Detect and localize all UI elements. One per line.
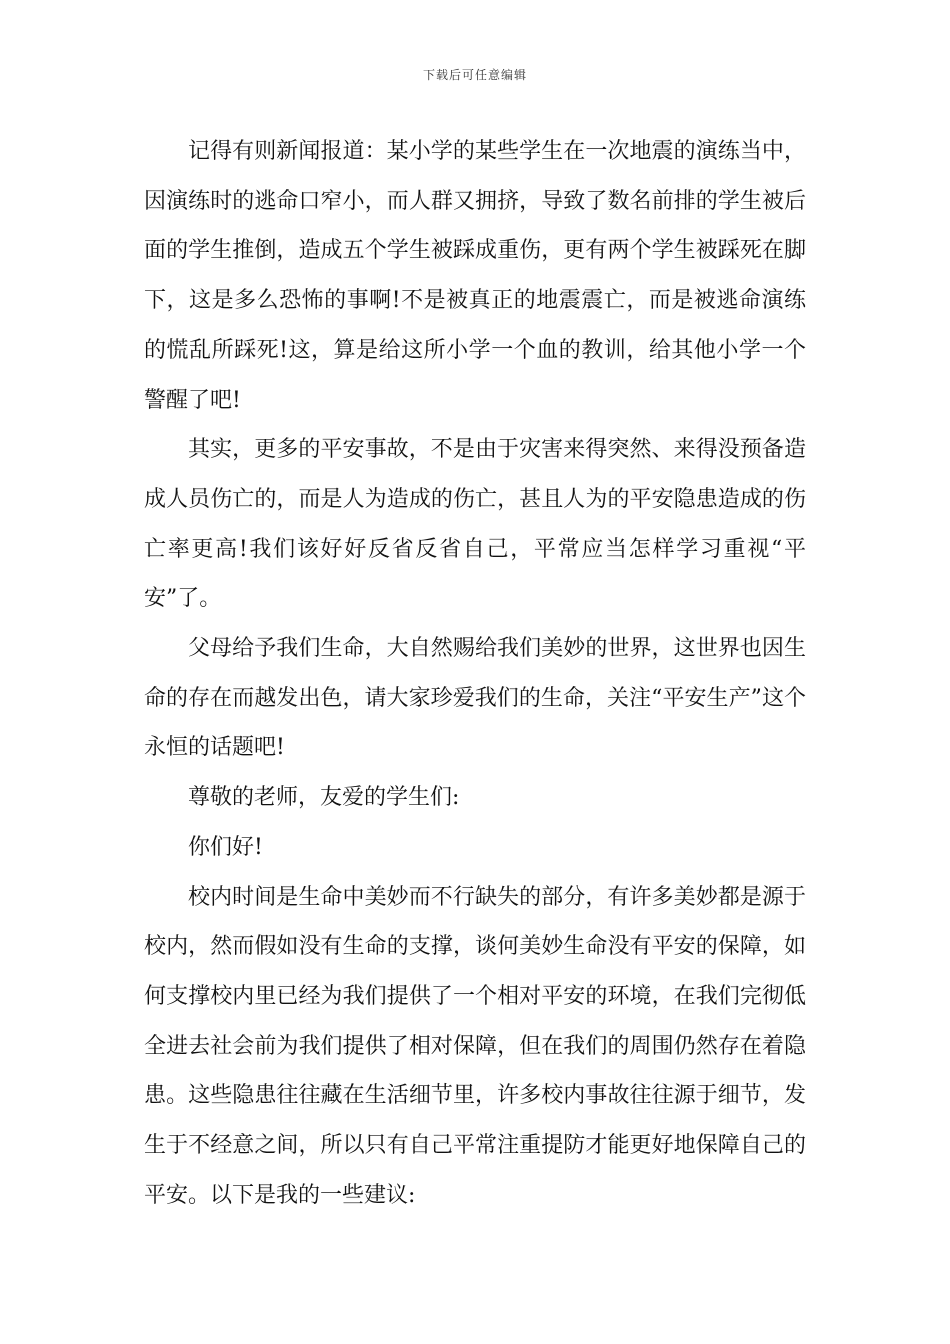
paragraph-greeting: 尊敬的老师，友爱的学生们: — [188, 785, 460, 811]
paragraph-safety-accidents: 其实，更多的平安事故，不是由于灾害来得突然、来得没预备造成人员伤亡的，而是人为造成的伤亡，甚且人为的平安隐患造成的伤亡率更高!我们该好好反省反省自己，平常应当怎样学习重视“平安”了。 — [144, 437, 806, 612]
paragraph-cherish-life: 父母给予我们生命，大自然赐给我们美妙的世界，这世界也因生命的存在而越发出色，请大家珍爱我们的生命，关注“平安生产”这个永恒的话题吧! — [144, 636, 806, 761]
page-header: 下载后可任意编辑 — [422, 68, 527, 82]
paragraph-hello: 你们好! — [188, 834, 263, 860]
paragraph-news-report: 记得有则新闻报道：某小学的某些学生在一次地震的演练当中，因演练时的逃命口窄小，而人群又拥挤，导致了数名前排的学生被后面的学生推倒，造成五个学生被踩成重伤，更有两个学生被踩死在脚下，这是多么恐怖的事啊!不是被真正的地震震亡，而是被逃命演练的慌乱所踩死!这，算是给这所小学一个血的教训，给其他小学一个警醒了吧! — [144, 139, 806, 413]
document-body — [144, 127, 806, 1220]
paragraph-campus-safety: 校内时间是生命中美妙而不行缺失的部分，有许多美妙都是源于校内，然而假如没有生命的支撑，谈何美妙生命没有平安的保障，如何支撑校内里已经为我们提供了一个相对平安的环境，在我们完彻低全进去社会前为我们提供了相对保障，但在我们的周围仍然存在着隐患。这些隐患往往藏在生活细节里，许多校内事故往往源于细节，发生于不经意之间，所以只有自己平常注重提防才能更好地保障自己的平安。以下是我的一些建议: — [144, 884, 806, 1208]
